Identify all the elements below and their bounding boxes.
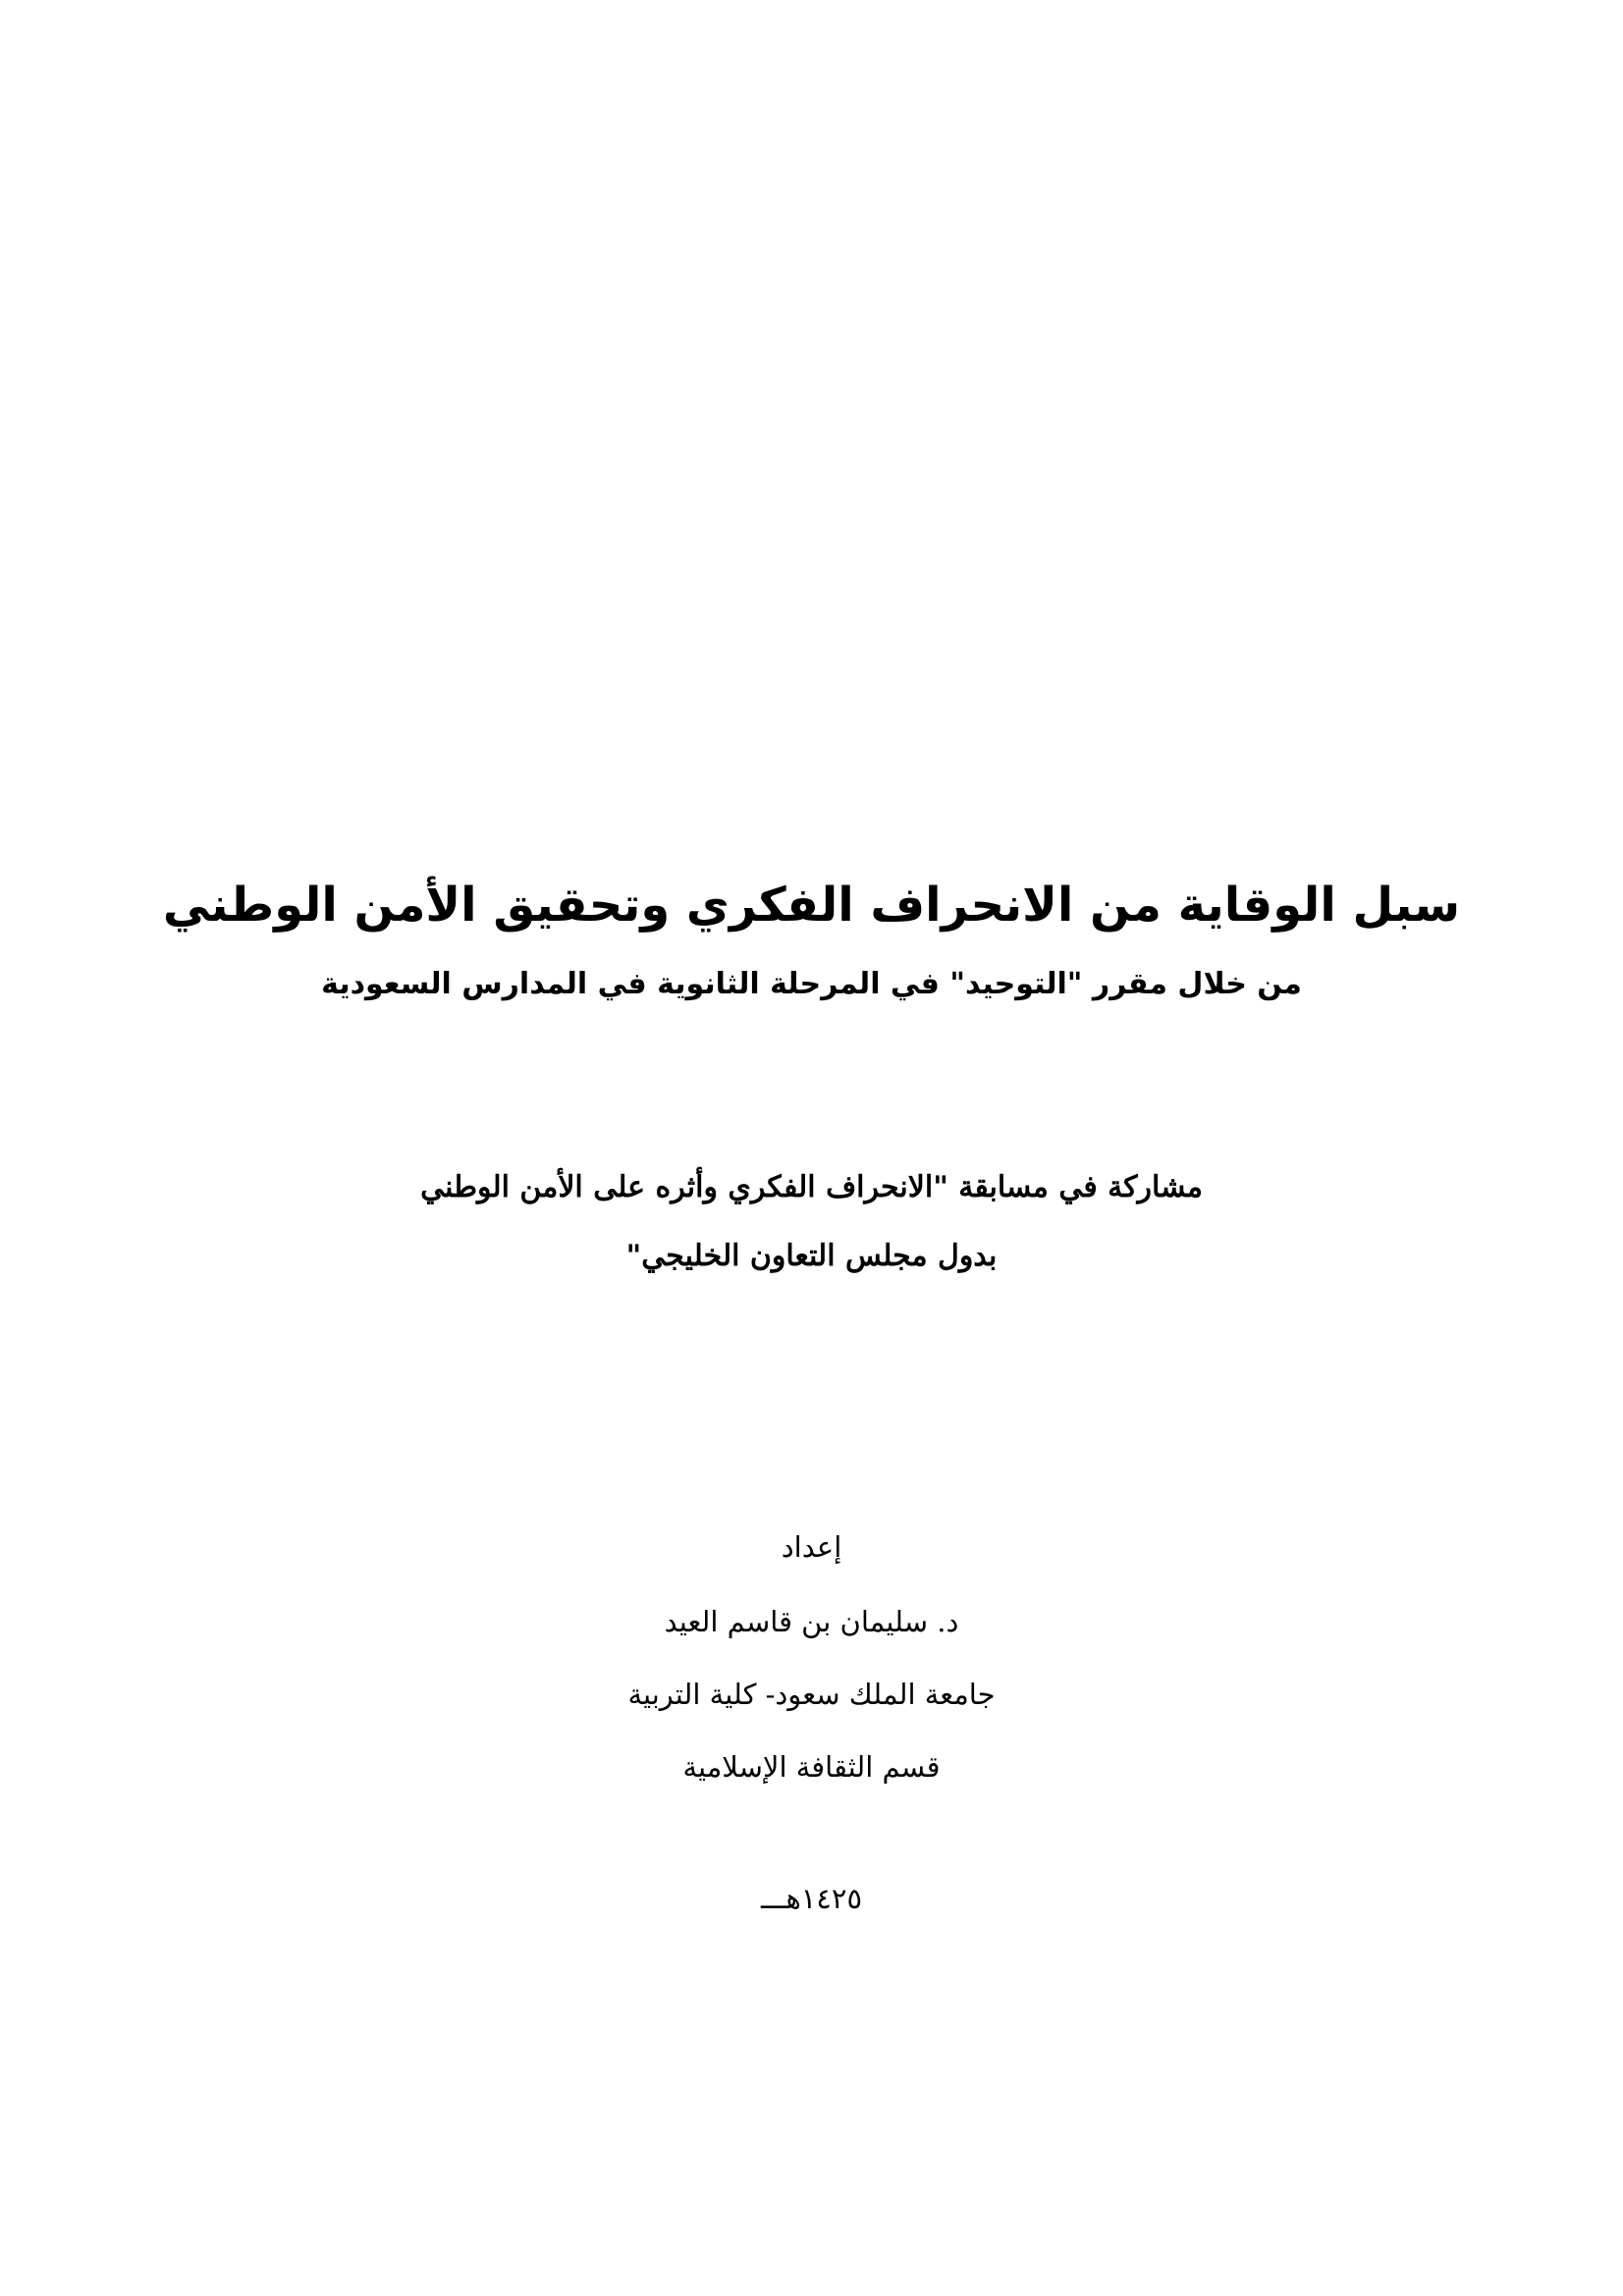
prepared-by-label: إعداد	[781, 1530, 842, 1564]
document-subtitle: من خلال مقرر "التوحيد" في المرحلة الثانوية في المدارس السعودية	[321, 967, 1302, 1001]
author-name: د. سليمان بن قاسم العيد	[664, 1605, 959, 1638]
author-department: قسم الثقافة الإسلامية	[682, 1750, 941, 1784]
author-university: جامعة الملك سعود- كلية التربية	[627, 1678, 996, 1711]
hijri-year: ١٤٢٥هـــ	[760, 1882, 863, 1915]
document-title: سبل الوقاية من الانحراف الفكري وتحقيق الأمن الوطني	[162, 878, 1461, 933]
competition-line-1: مشاركة في مسابقة "الانحراف الفكري وأثره على الأمن الوطني	[420, 1170, 1203, 1204]
competition-line-2: بدول مجلس التعاون الخليجي"	[625, 1239, 998, 1273]
